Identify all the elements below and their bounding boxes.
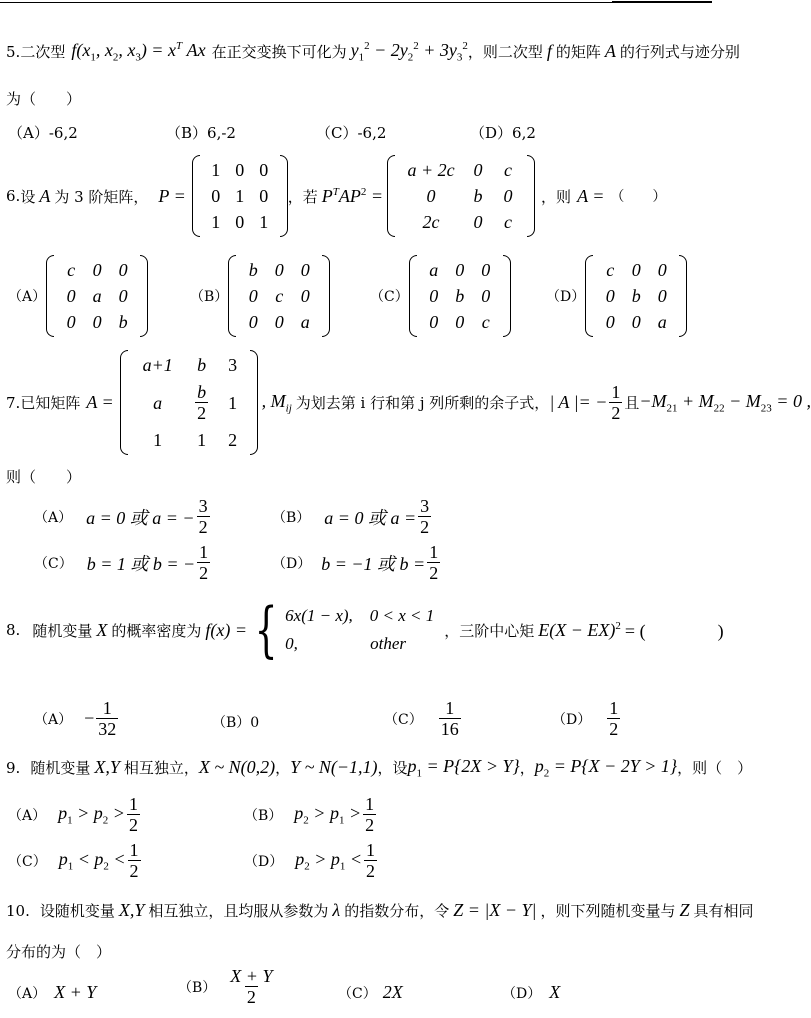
q10-text: ，则下列随机变量与 (540, 902, 676, 920)
q6-option-a[interactable]: （A） c 0 0 0 a 0 0 0 b (8, 255, 148, 337)
q7-detA-frac: $\frac{1}{2}$ (611, 382, 621, 423)
q8-text: = ( ) (624, 621, 724, 641)
q10-text: 分布的为（ ） (6, 943, 112, 961)
question-10-line2 (6, 941, 111, 962)
q6-A-eq: A = (577, 185, 605, 206)
q5-text: ，则二次型 (467, 43, 543, 62)
q6-option-d[interactable]: （D） c 0 0 0 b 0 0 0 a (546, 255, 687, 337)
q8-text: 的概率密度为 (111, 621, 202, 640)
question-number: 8. (6, 621, 21, 639)
q7-A: A = (86, 392, 114, 412)
q10-text: 设随机变量 (39, 902, 115, 920)
q9-dist-x: X ~ N(0,2) (198, 757, 276, 778)
q7-text: 为划去第 i 行和第 j 列所剩的余子式， (295, 394, 550, 412)
q5-option-c[interactable]: （C）-6,2 (316, 124, 387, 142)
q5-text: 的行列式与迹分别 (619, 43, 740, 62)
q7-option-a[interactable]: （A） a = 0 或 a = − $\frac{3}{2}$ (34, 496, 208, 537)
q10-text: 具有相同 (693, 902, 754, 920)
q5-formula: $f(x_1$, $x_2$, $x_3) = x^T$ Ax (71, 40, 206, 64)
question-6-line (6, 155, 666, 237)
q7-text: 则（ ） (6, 468, 82, 486)
q5-option-b[interactable]: （B）6,-2 (166, 124, 236, 142)
q8-cases: 6x(1 − x), 0 < x < 1 0, other (285, 606, 435, 653)
q6-text: 设 (20, 187, 36, 206)
q10-text: 的指数分布，令 (344, 902, 450, 920)
question-number: 6. (6, 187, 21, 205)
question-10-line1 (6, 900, 753, 921)
q9-option-b[interactable]: （B） $p_2 > p_1$ > $\frac{1}{2}$ (244, 794, 375, 835)
q10-lambda: λ (332, 900, 341, 920)
q7-text: 已知矩阵 (20, 394, 81, 412)
question-8-line (6, 595, 724, 665)
q9-XY: X,Y (94, 757, 120, 778)
q6-text: 为 3 阶矩阵， (54, 187, 149, 206)
header-rule (0, 2, 612, 3)
question-number: 5. (6, 42, 21, 61)
q7-Mij: , $M_{ij}$ (261, 390, 292, 415)
q5-text: 为（ ） (6, 90, 82, 108)
q5-text: 在正交变换下可化为 (211, 43, 347, 62)
question-7-line (6, 350, 811, 455)
question-5-line1 (6, 40, 740, 64)
q6-text: （ ） (610, 189, 667, 205)
q7-option-b[interactable]: （B） a = 0 或 a = $\frac{3}{2}$ (272, 496, 430, 537)
q8-option-c[interactable]: （C） $\frac{1}{16}$ (384, 698, 459, 739)
q9-option-d[interactable]: （D） $p_2 > p_1$ < $\frac{1}{2}$ (244, 840, 376, 881)
q10-text: 相互独立，且均服从参数为 (148, 902, 329, 920)
q7-option-d[interactable]: （D） b = −1 或 b = $\frac{1}{2}$ (272, 542, 439, 583)
q5-text: 的矩阵 (555, 43, 601, 62)
question-number: 10. (6, 901, 30, 920)
q7-condition: $-M_{21} + M_{22} - M_{23} = 0$ , (639, 390, 811, 415)
q7-detA: | A |= − (549, 392, 608, 412)
q10-Z: Z = |X − Y| (453, 900, 537, 920)
q9-p1: $p_1 = P\{2X > Y\}$ (407, 756, 520, 780)
q7-text: 且 (624, 394, 640, 412)
question-number: 9. (6, 758, 21, 777)
q5-f: f (546, 41, 552, 62)
q9-text: ，则（ ） (677, 759, 753, 778)
question-number: 7. (6, 393, 21, 412)
header-rule-thick (612, 1, 712, 3)
q6-option-b[interactable]: （B） b 0 0 0 c 0 0 0 a (190, 255, 330, 337)
q6-P-matrix: 1 0 0 0 1 0 1 0 1 (192, 155, 288, 237)
q6-PTAP2: $P^TAP^2$ = (321, 185, 384, 206)
q6-text: ，若 (287, 187, 318, 206)
q9-text: ，设 (377, 759, 408, 778)
q5-option-d[interactable]: （D）6,2 (470, 124, 536, 142)
q5-option-a[interactable]: （A）-6,2 (8, 124, 78, 142)
q10-option-a[interactable]: （A） X + Y (8, 982, 97, 1002)
q8-moment: E(X − EX)$^2$ (538, 619, 621, 640)
q8-option-a[interactable]: （A） − $\frac{1}{32}$ (34, 698, 117, 739)
question-9-line: 9. 随机变量 X,Y 相互独立， X ~ N(0,2) ， Y ~ N(−1,1) ，设 $p_1 = P\{2X > Y\}$ ， $p_2 = P\{X - 2Y > 1\}$ ，则（ ） (6, 756, 753, 780)
q8-fx: f(x) = (205, 619, 247, 640)
q6-result-matrix: a + 2c 0 c 0 b 0 2c 0 c (387, 155, 535, 237)
q8-option-d[interactable]: （D） $\frac{1}{2}$ (552, 698, 619, 739)
q5-A: A (604, 41, 616, 62)
question-7-line2 (6, 466, 81, 487)
question-5-line2 (6, 88, 81, 109)
q10-option-d[interactable]: （D） X (502, 982, 561, 1002)
q7-matrix: a+1 b 3 a $\frac{b}{2}$ 1 1 1 2 (120, 350, 258, 455)
q9-dist-y: Y ~ N(−1,1) (290, 757, 378, 778)
q9-text: 随机变量 (30, 759, 91, 778)
q10-XY: X,Y (118, 900, 145, 920)
q8-text: ，三阶中心矩 (444, 621, 535, 640)
q6-A: A (39, 185, 51, 206)
q5-canonical-form: $y_1^2 - 2y_2^2 + 3y_3^2$ (350, 40, 468, 64)
q8-option-b[interactable]: （B）0 (212, 715, 260, 731)
q10-option-b[interactable]: （B） $\frac{X + Y}{2}$ (178, 966, 273, 1007)
q6-text: ，则 (541, 187, 572, 206)
q9-option-c[interactable]: （C） $p_1 < p_2$ < $\frac{1}{2}$ (8, 840, 139, 881)
q10-option-c[interactable]: （C） 2X (338, 982, 403, 1002)
q9-text: 相互独立， (123, 759, 199, 778)
q8-X: X (96, 619, 108, 640)
q8-text: 随机变量 (32, 621, 93, 640)
q8-brace: { (254, 595, 278, 665)
q6-P: P = (158, 185, 186, 206)
q6-option-c[interactable]: （C） a 0 0 0 b 0 0 0 c (370, 255, 511, 337)
q7-option-c[interactable]: （C） b = 1 或 b = − $\frac{1}{2}$ (34, 542, 209, 583)
q9-option-a[interactable]: （A） $p_1 > p_2$ > $\frac{1}{2}$ (8, 794, 138, 835)
q10-Z2: Z (679, 900, 690, 920)
q5-text: 二次型 (20, 43, 66, 62)
q9-p2: $p_2 = P\{X - 2Y > 1\}$ (534, 756, 678, 780)
